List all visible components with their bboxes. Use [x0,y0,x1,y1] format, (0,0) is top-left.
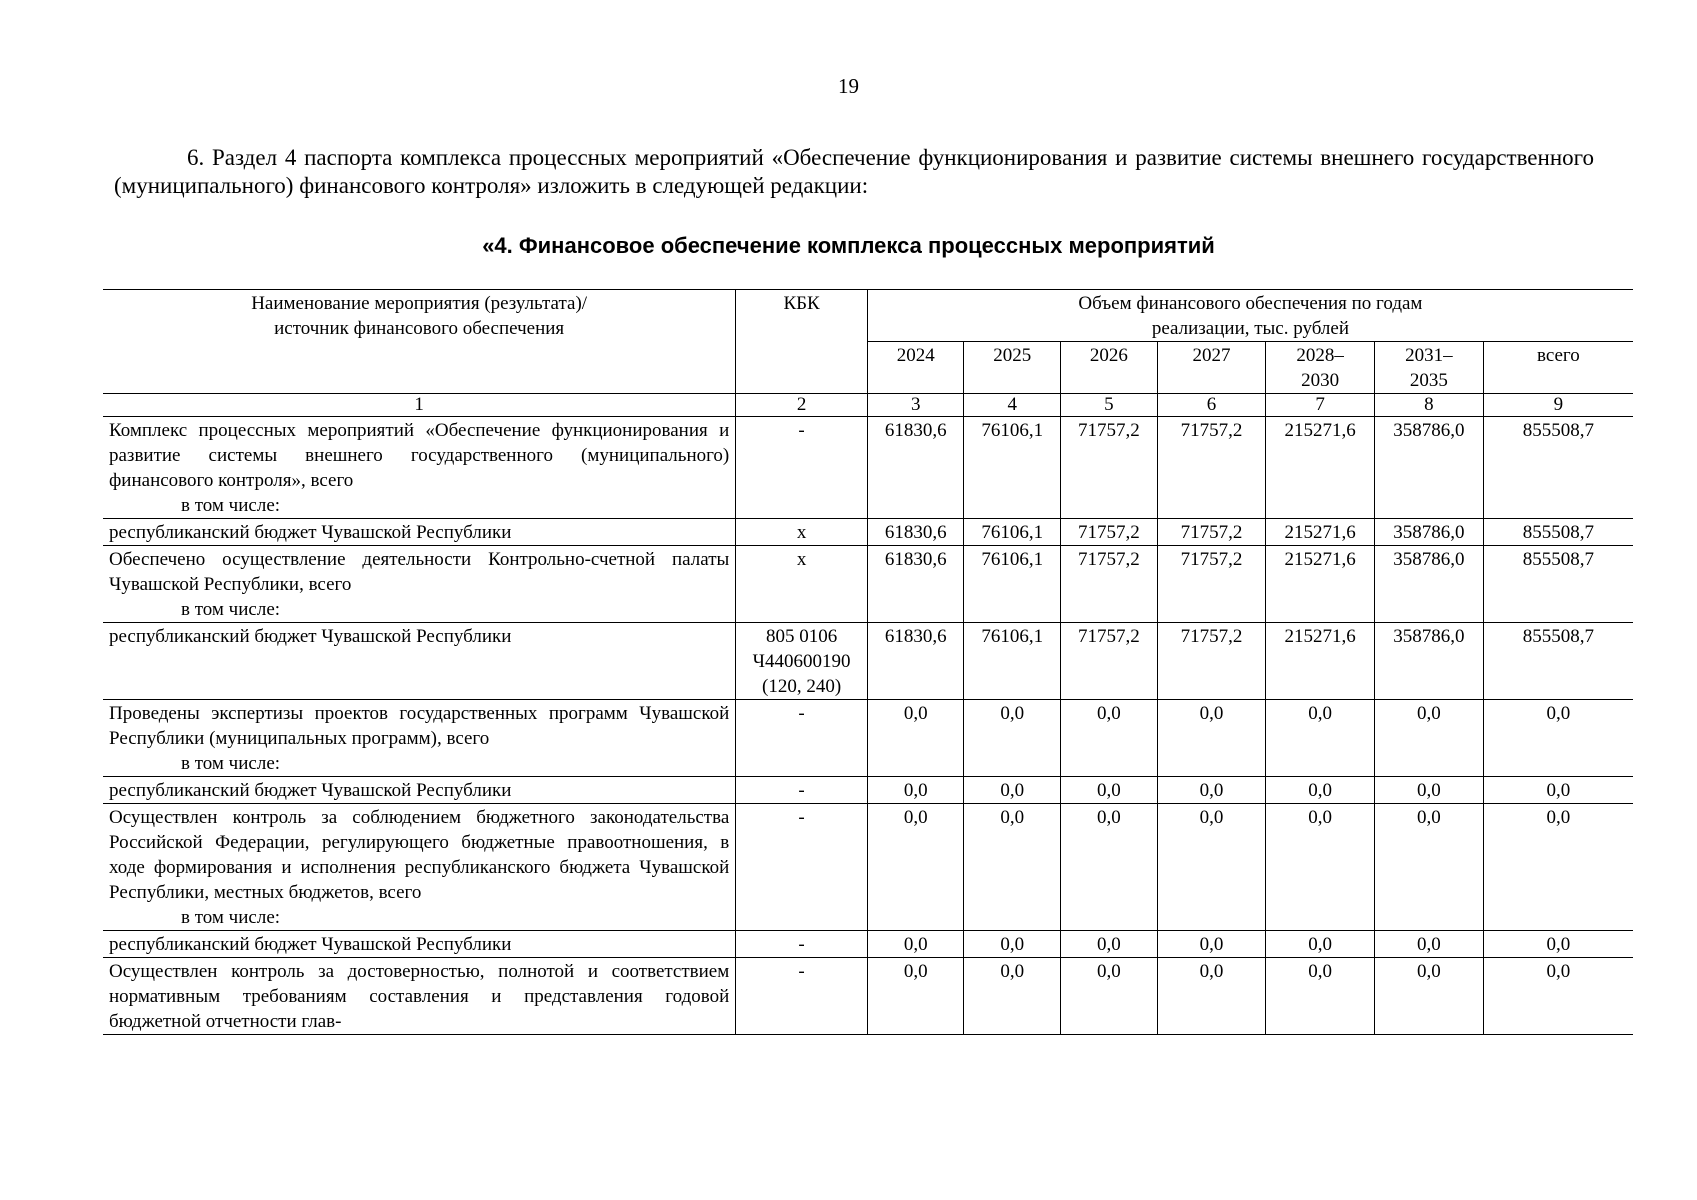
header-total: всего [1483,342,1633,394]
row-year-value: 0,0 [1266,777,1375,804]
row-year-value: 0,0 [867,700,964,777]
row-year-value: 0,0 [867,958,964,1035]
row-total-value: 0,0 [1483,777,1633,804]
row-year-value: 215271,6 [1266,546,1375,623]
row-year-value: 358786,0 [1375,519,1484,546]
row-name-cell [103,519,736,546]
row-name-cell [103,417,736,519]
row-including-note: в том числе: [181,599,281,620]
table-row [103,777,1633,804]
row-total-value: 0,0 [1483,931,1633,958]
row-name-cell [103,804,736,931]
row-year-value: 0,0 [1061,804,1158,931]
row-kbk: - [736,777,868,804]
row-year-value: 0,0 [1375,804,1484,931]
row-kbk: х [736,546,868,623]
column-index: 9 [1483,394,1633,417]
column-index: 1 [103,394,736,417]
row-name: Осуществлен контроль за соблюдением бюджетного законодательства Российской Федерации, регулирующего бюджетные правоотношения, в ходе формирования и исполнения республиканского бюджета Чувашской Республики, местных бюджетов, всего [109,807,730,903]
column-index: 6 [1157,394,1266,417]
header-name-line1: Наименование мероприятия (результата)/ [251,293,588,314]
page-number: 19 [838,74,859,98]
header-year: 2031– 2035 [1375,342,1484,394]
row-name: республиканский бюджет Чувашской Республики [109,626,512,647]
row-name-cell [103,958,736,1035]
table-row [103,546,1633,623]
row-year-value: 71757,2 [1061,623,1158,700]
row-including-note: в том числе: [181,907,281,928]
row-year-value: 0,0 [1266,700,1375,777]
row-name: республиканский бюджет Чувашской Республики [109,522,512,543]
column-index: 4 [964,394,1061,417]
row-kbk: - [736,804,868,931]
row-year-value: 71757,2 [1061,417,1158,519]
row-year-value: 71757,2 [1157,623,1266,700]
section-title: «4. Финансовое обеспечение комплекса процессных мероприятий [482,233,1215,258]
row-including-note: в том числе: [181,495,281,516]
row-year-value: 215271,6 [1266,417,1375,519]
table-row [103,958,1633,1035]
row-kbk: - [736,700,868,777]
row-name-cell [103,623,736,700]
header-year: 2027 [1157,342,1266,394]
row-name-cell [103,546,736,623]
table-row [103,804,1633,931]
row-year-value: 0,0 [1375,700,1484,777]
row-year-value: 71757,2 [1157,519,1266,546]
row-year-value: 215271,6 [1266,519,1375,546]
financing-table [103,289,1633,1035]
row-year-value: 0,0 [1266,804,1375,931]
row-total-value: 855508,7 [1483,546,1633,623]
row-name: Обеспечено осуществление деятельности Контрольно-счетной палаты Чувашской Республики, всего [109,549,730,595]
header-year: 2024 [867,342,964,394]
header-name-line2: источник финансового обеспечения [274,318,565,339]
row-year-value: 61830,6 [867,519,964,546]
row-total-value: 855508,7 [1483,623,1633,700]
row-total-value: 0,0 [1483,700,1633,777]
table-row [103,417,1633,519]
row-total-value: 0,0 [1483,958,1633,1035]
table-row [103,931,1633,958]
header-volume-line2: реализации, тыс. рублей [1151,318,1350,339]
row-total-value: 0,0 [1483,804,1633,931]
column-index: 3 [867,394,964,417]
row-year-value: 0,0 [964,958,1061,1035]
header-volume-cell [867,290,1633,342]
row-year-value: 76106,1 [964,519,1061,546]
header-name-cell [103,290,736,394]
column-index: 2 [736,394,868,417]
header-volume-line1: Объем финансового обеспечения по годам [1078,293,1423,314]
row-year-value: 358786,0 [1375,623,1484,700]
table-row [103,519,1633,546]
row-year-value: 0,0 [1061,958,1158,1035]
row-year-value: 358786,0 [1375,546,1484,623]
row-year-value: 0,0 [867,777,964,804]
row-year-value: 0,0 [1266,958,1375,1035]
row-year-value: 0,0 [1157,700,1266,777]
header-year: 2026 [1061,342,1158,394]
column-index-row [103,394,1633,417]
row-kbk: - [736,958,868,1035]
row-year-value: 0,0 [1157,958,1266,1035]
row-year-value: 0,0 [964,931,1061,958]
row-name: республиканский бюджет Чувашской Республики [109,934,512,955]
row-including-note: в том числе: [181,753,281,774]
row-year-value: 76106,1 [964,417,1061,519]
column-index: 7 [1266,394,1375,417]
row-year-value: 358786,0 [1375,417,1484,519]
row-total-value: 855508,7 [1483,417,1633,519]
row-name: Осуществлен контроль за достоверностью, полнотой и соответствием нормативным требованиям составления и представления годовой бюджетной отчетности глав- [109,961,730,1032]
row-name: республиканский бюджет Чувашской Республики [109,780,512,801]
row-year-value: 61830,6 [867,623,964,700]
row-kbk: - [736,931,868,958]
row-year-value: 0,0 [1061,931,1158,958]
header-kbk: КБК [736,290,868,394]
row-year-value: 0,0 [867,931,964,958]
row-name-cell [103,777,736,804]
row-year-value: 0,0 [1061,777,1158,804]
row-name: Комплекс процессных мероприятий «Обеспечение функционирования и развитие системы внешнего государственного (муниципального) финансового контроля», всего [109,420,730,491]
row-year-value: 76106,1 [964,623,1061,700]
table-row [103,700,1633,777]
row-year-value: 0,0 [1157,931,1266,958]
row-year-value: 215271,6 [1266,623,1375,700]
header-year: 2028– 2030 [1266,342,1375,394]
row-year-value: 0,0 [964,700,1061,777]
row-kbk: - [736,417,868,519]
row-year-value: 0,0 [1375,777,1484,804]
row-year-value: 0,0 [1157,777,1266,804]
table-row [103,623,1633,700]
row-year-value: 0,0 [964,777,1061,804]
row-kbk: 805 0106 Ч440600190 (120, 240) [736,623,868,700]
row-total-value: 855508,7 [1483,519,1633,546]
row-year-value: 0,0 [867,804,964,931]
row-year-value: 0,0 [1375,931,1484,958]
row-year-value: 76106,1 [964,546,1061,623]
row-name-cell [103,700,736,777]
row-year-value: 0,0 [964,804,1061,931]
row-name-cell [103,931,736,958]
header-year: 2025 [964,342,1061,394]
row-name: Проведены экспертизы проектов государственных программ Чувашской Республики (муниципальных программ), всего [109,703,730,749]
row-year-value: 71757,2 [1157,546,1266,623]
row-year-value: 0,0 [1375,958,1484,1035]
column-index: 5 [1061,394,1158,417]
row-year-value: 61830,6 [867,417,964,519]
row-year-value: 0,0 [1061,700,1158,777]
intro-paragraph: 6. Раздел 4 паспорта комплекса процессных мероприятий «Обеспечение функционирования и развитие системы внешнего государственного (муниципального) финансового контроля» изложить в следующей редакции: [114,145,1594,198]
row-year-value: 61830,6 [867,546,964,623]
row-year-value: 0,0 [1157,804,1266,931]
column-index: 8 [1375,394,1484,417]
row-year-value: 71757,2 [1061,519,1158,546]
row-year-value: 71757,2 [1061,546,1158,623]
row-year-value: 71757,2 [1157,417,1266,519]
row-kbk: х [736,519,868,546]
row-year-value: 0,0 [1266,931,1375,958]
